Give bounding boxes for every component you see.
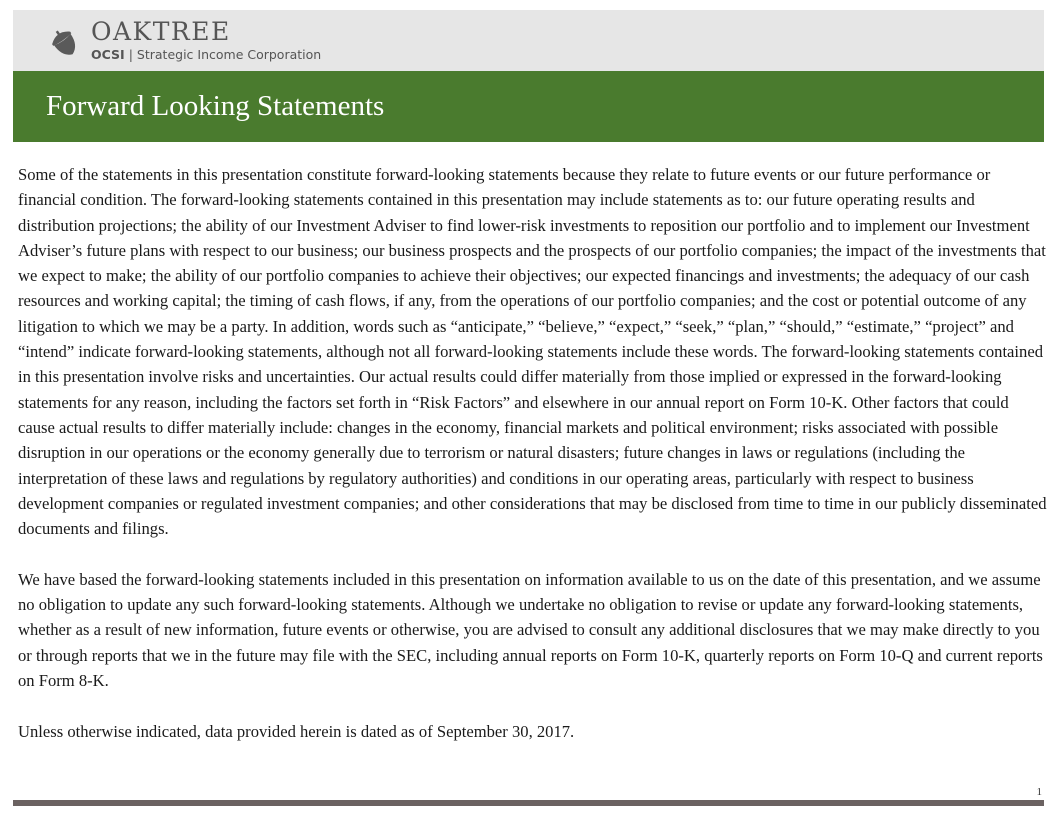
page-number: 1 [1036, 786, 1042, 798]
body-text [18, 162, 1048, 769]
paragraph: Unless otherwise indicated, data provided herein is dated as of September 30, 2017. [18, 721, 575, 741]
page-title: Forward Looking Statements [46, 90, 385, 122]
company-subtitle [91, 47, 321, 63]
company-name: Strategic Income Corporation [136, 47, 322, 62]
ticker: OCSI [91, 47, 125, 62]
footer-bar [13, 800, 1044, 806]
separator: | [128, 47, 133, 62]
title-band [13, 71, 1044, 142]
brand-wordmark: OAKTREE [91, 17, 231, 46]
acorn-icon [45, 20, 83, 60]
paragraph: We have based the forward-looking statements included in this presentation on information available to us on the date of this presentation, and we assume no obligation to update any such forward-looking statements. Although we undertake no obligation to revise or update any forward-looking statements, whether as a result of new information, future events or otherwise, you are advised to consult any additional disclosures that we may make directly to you or through reports that we in the future may file with the SEC, including annual reports on Form 10-K, quarterly reports on Form 10-Q and current reports on Form 8-K. [18, 569, 1043, 690]
paragraph: Some of the statements in this presentation constitute forward-looking statements because they relate to future events or our future performance or financial condition. The forward-looking statements contained in this presentation may include statements as to: our future operating results and distribution projections; the ability of our Investment Adviser to find lower-risk investments to reposition our portfolio and to implement our Investment Adviser’s future plans with respect to our business; our business prospects and the prospects of our portfolio companies; the impact of the investments that we expect to make; the ability of our portfolio companies to achieve their objectives; our expected financings and investments; the adequacy of our cash resources and working capital; the timing of cash flows, if any, from the operations of our portfolio companies; and the cost or potential outcome of any litigation to which we may be a party. In addition, words such as “anticipate,” “believe,” “expect,” “seek,” “plan,” “should,” “estimate,” “project” and “intend” indicate forward-looking statements, although not all forward-looking statements include these words. The forward-looking statements contained in this presentation involve risks and uncertainties. Our actual results could differ materially from those implied or expressed in the forward-looking statements for any reason, including the factors set forth in “Risk Factors” and elsewhere in our annual report on Form 10-K. Other factors that could cause actual results to differ materially include: changes in the economy, financial markets and political environment; risks associated with possible disruption in our operations or the economy generally due to terrorism or natural disasters; future changes in laws or regulations (including the interpretation of these laws and regulations by regulatory authorities) and conditions in our operating areas, particularly with respect to business development companies or regulated investment companies; and other considerations that may be disclosed from time to time in our publicly disseminated documents and filings. [18, 165, 1047, 539]
header-band [13, 10, 1044, 71]
